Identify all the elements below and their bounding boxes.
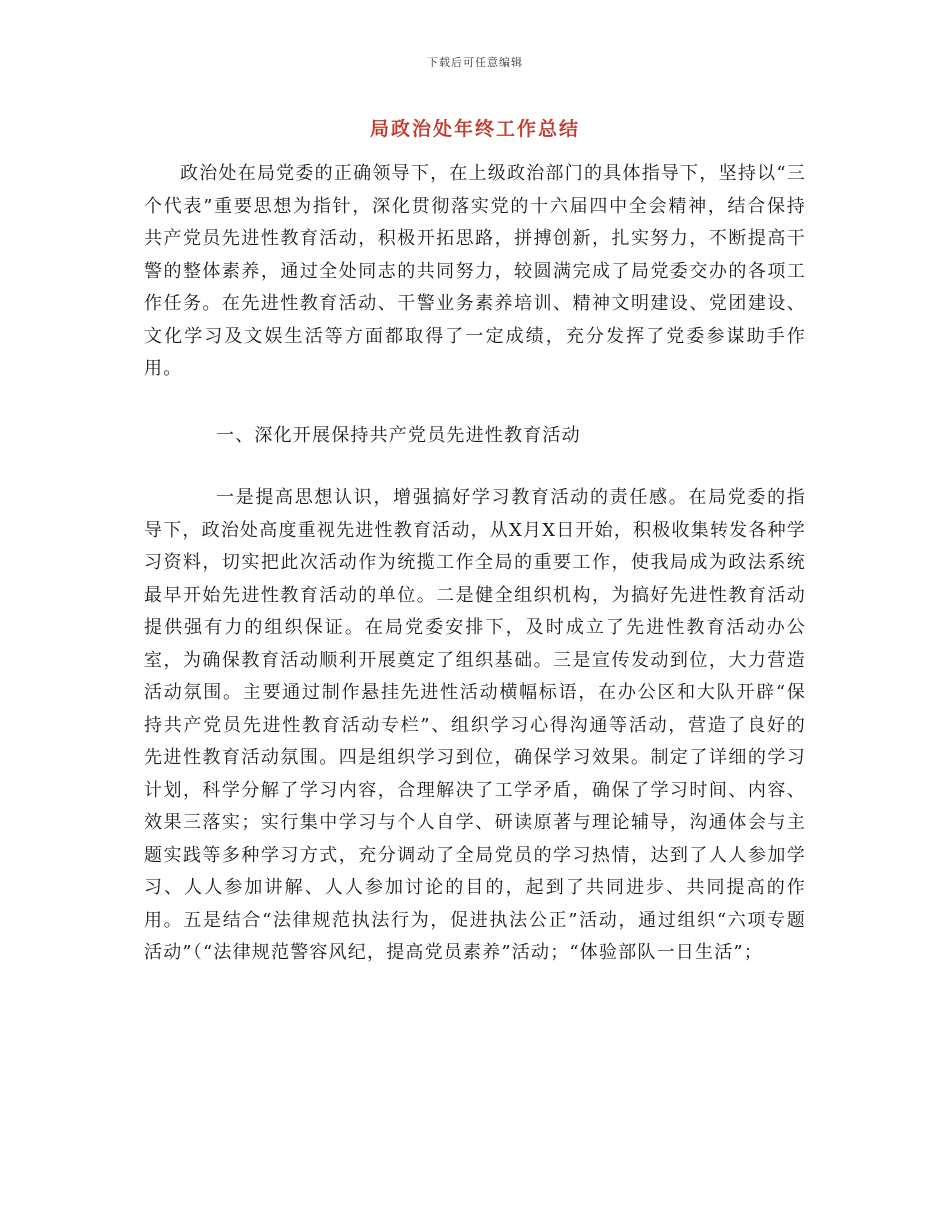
section-block bbox=[144, 482, 806, 970]
section-paragraph: 一是提高思想认识，增强搞好学习教育活动的责任感。在局党委的指导下，政治处高度重视先进性教育活动，从X月X日开始，积极收集转发各种学习资料，切实把此次活动作为统揽工作全局的重要工作，使我局成为政法系统最早开始先进性教育活动的单位。二是健全组织机构，为搞好先进性教育活动提供强有力的组织保证。在局党委安排下，及时成立了先进性教育活动办公室，为确保教育活动顺利开展奠定了组织基础。三是宣传发动到位，大力营造活动氛围。主要通过制作悬挂先进性活动横幅标语，在办公区和大队开辟“保持共产党员先进性教育活动专栏”、组织学习心得沟通等活动，营造了良好的先进性教育活动氛围。四是组织学习到位，确保学习效果。制定了详细的学习计划，科学分解了学习内容，合理解决了工学矛盾，确保了学习时间、内容、效果三落实；实行集中学习与个人自学、研读原著与理论辅导，沟通体会与主题实践等多种学习方式，充分调动了全局党员的学习热情，达到了人人参加学习、人人参加讲解、人人参加讨论的目的，起到了共同进步、共同提高的作用。五是结合“法律规范执法行为，促进执法公正”活动，通过组织“六项专题活动”（“法律规范警容风纪，提高党员素养”活动；“体验部队一日生活”； bbox=[144, 487, 806, 963]
section-heading: 一、深化开展保持共产党员先进性教育活动 bbox=[216, 425, 581, 446]
intro-paragraph: 政治处在局党委的正确领导下，在上级政治部门的具体指导下，坚持以“三个代表”重要思想为指针，深化贯彻落实党的十六届四中全会精神，结合保持共产党员先进性教育活动，积极开拓思路，拼搏创新，扎实努力，不断提高干警的整体素养，通过全处同志的共同努力，较圆满完成了局党委交办的各项工作任务。在先进性教育活动、干警业务素养培训、精神文明建设、党团建设、文化学习及文娱生活等方面都取得了一定成绩，充分发挥了党委参谋助手作用。 bbox=[144, 163, 806, 379]
document-title: 局政治处年终工作总结 bbox=[369, 118, 580, 140]
page-header: 下载后可任意编辑 bbox=[427, 56, 523, 69]
intro-block bbox=[144, 158, 806, 386]
